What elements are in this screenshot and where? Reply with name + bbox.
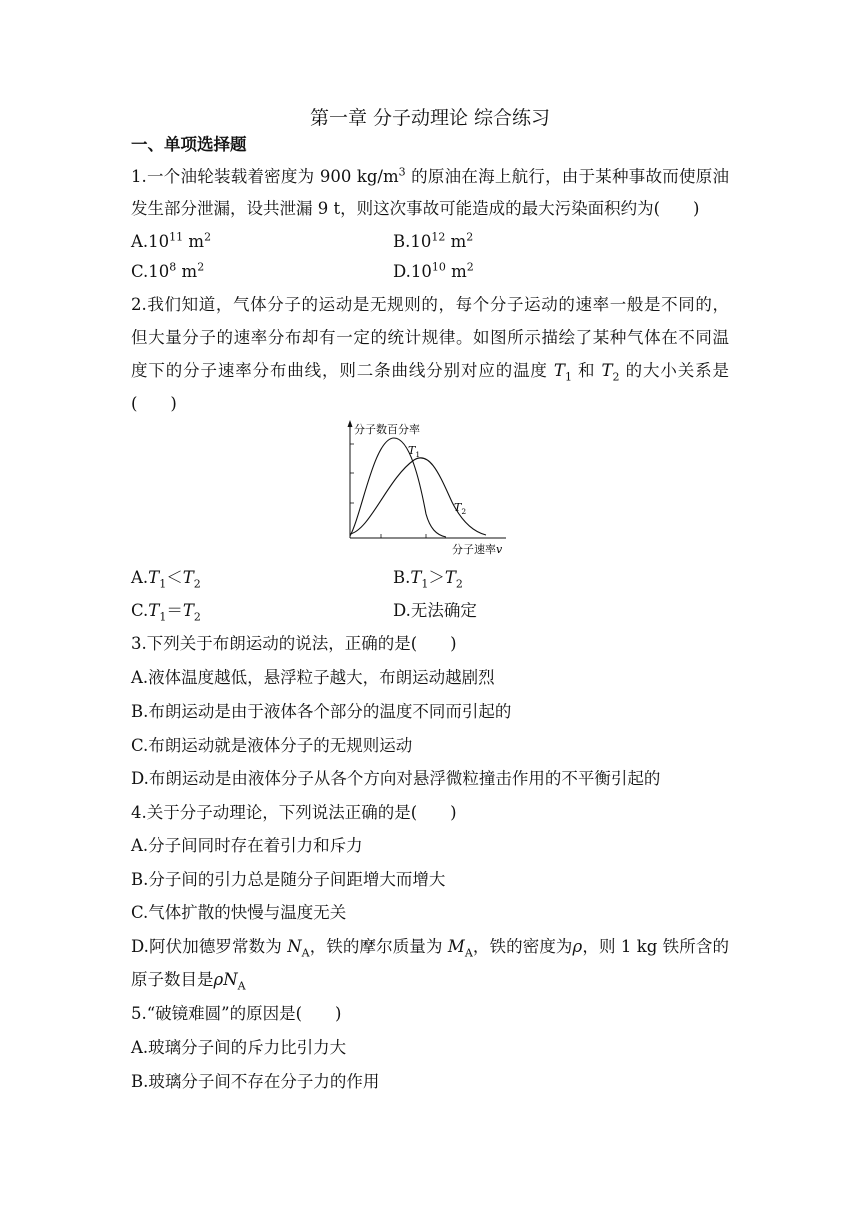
page-title: 第一章 分子动理论 综合练习: [309, 107, 551, 129]
q1-option-a: $A.10^{11}$ $m^2$: [131, 230, 212, 251]
q1-stem-line1: 1.一个油轮装载着密度为 900 $kg/m^3$ 的原油在海上航行，由于某种事故而使原油: [131, 165, 729, 186]
curve-t1: [350, 438, 446, 537]
x-axis-label: 分子速率v: [452, 543, 503, 556]
q3-option-b: B.布朗运动是由于液体各个部分的温度不同而引起的: [131, 702, 512, 721]
q4-option-a: A.分子间同时存在着引力和斥力: [131, 836, 363, 855]
curve-t2-label: $T_2$: [454, 501, 467, 516]
speed-distribution-figure: [336, 418, 516, 558]
q2-stem-line3: 度下的分子速率分布曲线，则二条曲线分别对应的温度 $T_1$ 和 $T_2$ 的大小关系是: [131, 361, 729, 384]
q3-option-c: C.布朗运动就是液体分子的无规则运动: [131, 736, 413, 755]
q2-option-a: $A.T_1<T_2$: [131, 568, 201, 591]
q1-option-c: $C.10^8$ $m^2$: [131, 260, 205, 281]
q4-option-c: C.气体扩散的快慢与温度无关: [131, 903, 347, 922]
q1-stem-line2: 发生部分泄漏，设共泄漏 9 t，则这次事故可能造成的最大污染面积约为( ): [131, 199, 700, 218]
q2-stem-line2: 但大量分子的速率分布却有一定的统计规律。如图所示描绘了某种气体在不同温: [131, 328, 729, 347]
q2-option-b: $B.T_1>T_2$: [393, 568, 463, 591]
section-heading: 一、单项选择题: [131, 135, 247, 154]
q4-stem: 4.关于分子动理论，下列说法正确的是( ): [131, 803, 457, 822]
q4-option-d-line2: 原子数目是$\rho N_A$: [131, 970, 246, 993]
q5-stem: 5.“破镜难圆”的原因是( ): [131, 1004, 342, 1023]
curve-t1-label: $T_1$: [408, 444, 421, 459]
curve-t2: [350, 458, 486, 535]
q5-option-b: B.玻璃分子间不存在分子力的作用: [131, 1072, 380, 1091]
q5-option-a: A.玻璃分子间的斥力比引力大: [131, 1038, 347, 1057]
q3-option-a: A.液体温度越低，悬浮粒子越大，布朗运动越剧烈: [131, 668, 495, 687]
q1-option-d: $D.10^{10}$ $m^2$: [393, 260, 474, 281]
q2-stem-line4: ( ): [131, 394, 177, 413]
q4-option-b: B.分子间的引力总是随分子间距增大而增大: [131, 870, 446, 889]
q2-option-c: $C.T_1=T_2$: [131, 601, 201, 624]
q4-option-d-line1: D.阿伏加德罗常数为 $N_A$，铁的摩尔质量为 $M_A$，铁的密度为ρ，则 1 kg 铁所含的: [131, 937, 730, 960]
q2-option-d: D.无法确定: [393, 601, 477, 620]
q1-option-b: $B.10^{12}$ $m^2$: [393, 230, 474, 251]
q3-stem: 3.下列关于布朗运动的说法，正确的是( ): [131, 634, 457, 653]
q3-option-d: D.布朗运动是由液体分子从各个方向对悬浮微粒撞击作用的不平衡引起的: [131, 769, 661, 788]
y-axis-label: 分子数百分率: [354, 423, 420, 436]
y-axis-arrow: [348, 420, 353, 427]
q2-stem-line1: 2.我们知道，气体分子的运动是无规则的，每个分子运动的速率一般是不同的，: [131, 295, 729, 314]
